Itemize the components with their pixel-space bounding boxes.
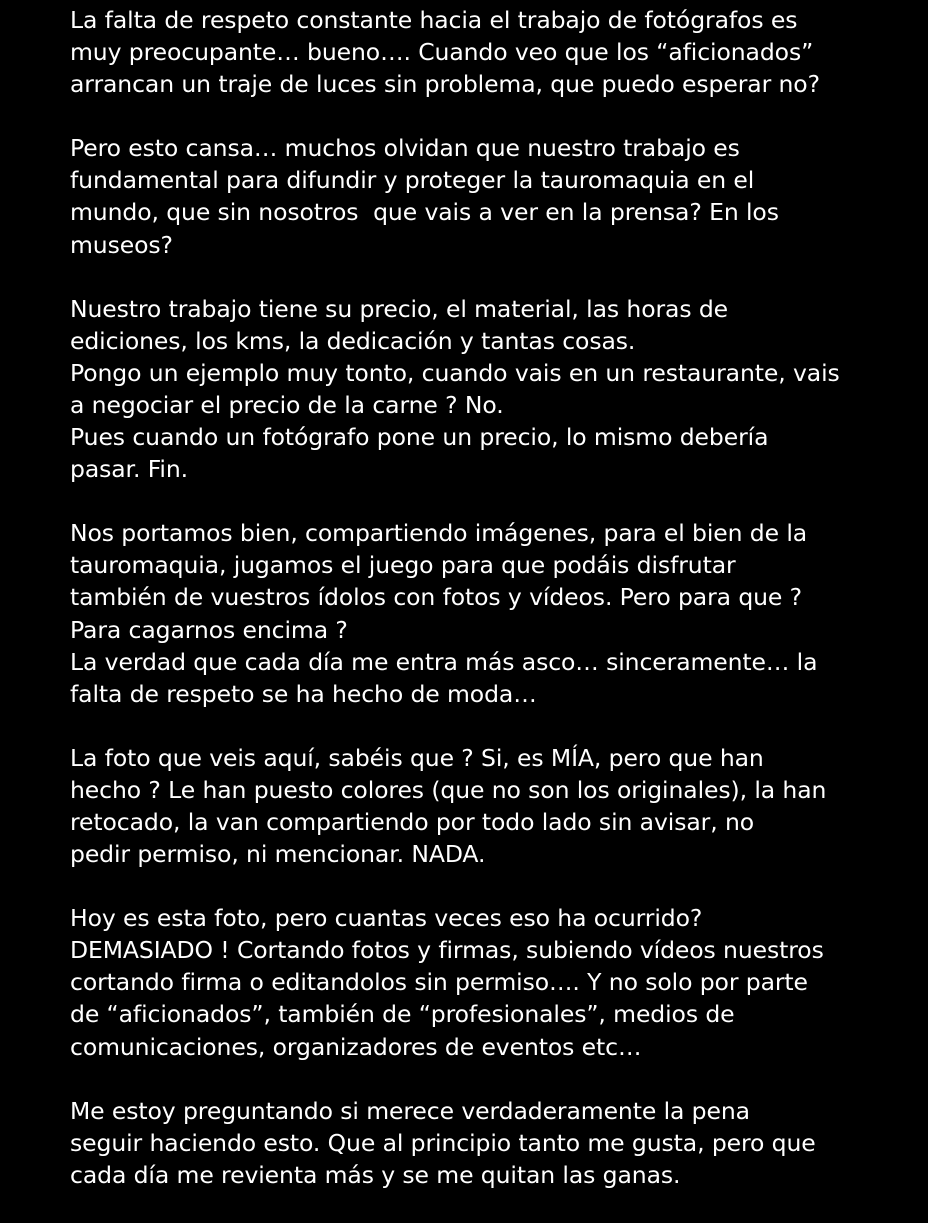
text-line: tauromaquia, jugamos el juego para que podáis disfrutar (70, 551, 736, 580)
text-line: cada día me revienta más y se me quitan las ganas. (70, 1160, 681, 1189)
text-line: retocado, la van compartiendo por todo lado sin avisar, no (70, 807, 755, 836)
note-text-body (70, 0, 920, 1223)
text-line: a negociar el precio de la carne ? No. (70, 390, 504, 419)
text-line: pasar. Fin. (70, 455, 189, 484)
text-line: pedir permiso, ni mencionar. NADA. (70, 840, 486, 869)
paragraph-4 (70, 517, 920, 710)
text-line: también de vuestros ídolos con fotos y vídeos. Pero para que ? (70, 583, 803, 612)
text-line: Para cagarnos encima ? (70, 615, 348, 644)
text-line: Hoy es esta foto, pero cuantas veces eso ha ocurrido? (70, 904, 703, 933)
text-line: Pues cuando un fotógrafo pone un precio, lo mismo debería (70, 423, 769, 452)
text-line: muy preocupante… bueno…. Cuando veo que los “aficionados” (70, 38, 814, 67)
text-line: Nuestro trabajo tiene su precio, el material, las horas de (70, 294, 729, 323)
text-line: ediciones, los kms, la dedicación y tantas cosas. (70, 326, 636, 355)
text-line: Me estoy preguntando si merece verdaderamente la pena (70, 1096, 750, 1125)
text-line: Pero esto cansa… muchos olvidan que nuestro trabajo es (70, 134, 740, 163)
text-line: fundamental para difundir y proteger la tauromaquia en el (70, 166, 755, 195)
paragraph-7 (70, 1095, 920, 1191)
text-line: arrancan un traje de luces sin problema, que puedo esperar no? (70, 70, 820, 99)
paragraph-1 (70, 4, 920, 100)
text-line: hecho ? Le han puesto colores (que no son los originales), la han (70, 775, 827, 804)
text-line: mundo, que sin nosotros que vais a ver en la prensa? En los (70, 198, 779, 227)
paragraph-6 (70, 902, 920, 1062)
text-line: Pongo un ejemplo muy tonto, cuando vais en un restaurante, vais (70, 358, 840, 387)
text-line: La verdad que cada día me entra más asco… sinceramente… la (70, 647, 818, 676)
text-line: DEMASIADO ! Cortando fotos y firmas, subiendo vídeos nuestros (70, 936, 824, 965)
text-line: cortando firma o editandolos sin permiso…. Y no solo por parte (70, 968, 808, 997)
text-line: de “aficionados”, también de “profesionales”, medios de (70, 1000, 735, 1029)
paragraph-2 (70, 132, 920, 260)
text-line: Nos portamos bien, compartiendo imágenes, para el bien de la (70, 519, 808, 548)
text-line: comunicaciones, organizadores de eventos etc… (70, 1032, 642, 1061)
text-line: La foto que veis aquí, sabéis que ? Si, es MÍA, pero que han (70, 743, 764, 772)
text-line: La falta de respeto constante hacia el trabajo de fotógrafos es (70, 6, 798, 34)
text-line: seguir haciendo esto. Que al principio tanto me gusta, pero que (70, 1128, 816, 1157)
text-line: museos? (70, 230, 173, 259)
text-line: falta de respeto se ha hecho de moda… (70, 679, 537, 708)
paragraph-3 (70, 293, 920, 486)
paragraph-5 (70, 742, 920, 870)
